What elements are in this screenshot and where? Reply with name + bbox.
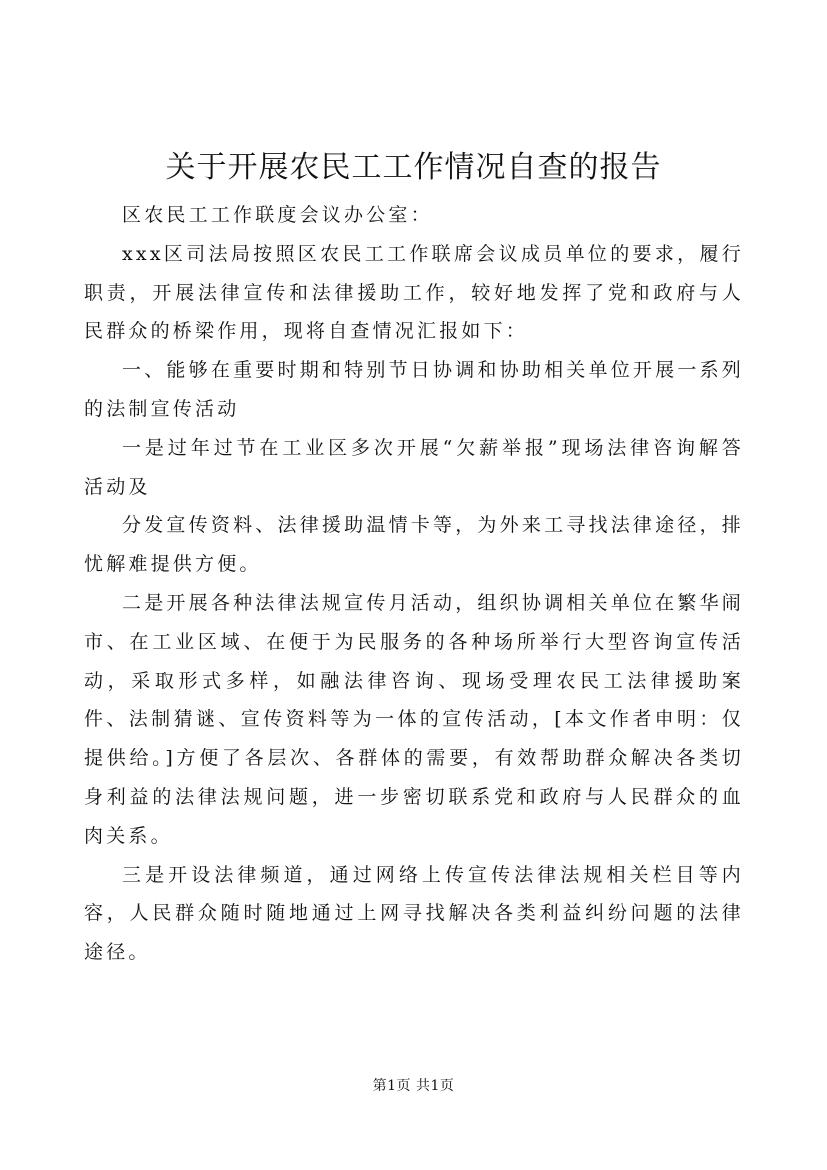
- page-footer: 第1页 共1页: [372, 1078, 455, 1094]
- paragraph-item-1-cont: 分发宣传资料、法律援助温情卡等，为外来工寻找法律途径，排忧解难提供方便。: [84, 514, 744, 576]
- paragraph-item-1: 一是过年过节在工业区多次开展“欠薪举报”现场法律咨询解答活动及: [84, 436, 744, 498]
- paragraph-item-2: 二是开展各种法律法规宣传月活动，组织协调相关单位在繁华闹市、在工业区域、在便于为民服务的各种场所举行大型咨询宣传活动，采取形式多样，如融法律咨询、现场受理农民工法律援助案件、法制猜谜、宣传资料等为一体的宣传活动，[本文作者申明：仅提供给。]方便了各层次、各群体的需要，有效帮助群众解决各类切身利益的法律法规问题，进一步密切联系党和政府与人民群众的血肉关系。: [84, 591, 744, 847]
- document-body: [84, 196, 744, 972]
- document-title: 关于开展农民工工作情况自查的报告: [165, 150, 662, 185]
- salutation: 区农民工工作联度会议办公室：: [122, 204, 433, 226]
- paragraph-intro: xxx区司法局按照区农民工工作联席会议成员单位的要求，履行职责，开展法律宣传和法律援助工作，较好地发挥了党和政府与人民群众的桥梁作用，现将自查情况汇报如下：: [84, 242, 744, 343]
- section-heading-1: 一、能够在重要时期和特别节日协调和协助相关单位开展一系列的法制宣传活动: [84, 359, 744, 420]
- paragraph-item-3: 三是开设法律频道，通过网络上传宣传法律法规相关栏目等内容，人民群众随时随地通过上网寻找解决各类利益纠纷问题的法律途径。: [84, 863, 744, 964]
